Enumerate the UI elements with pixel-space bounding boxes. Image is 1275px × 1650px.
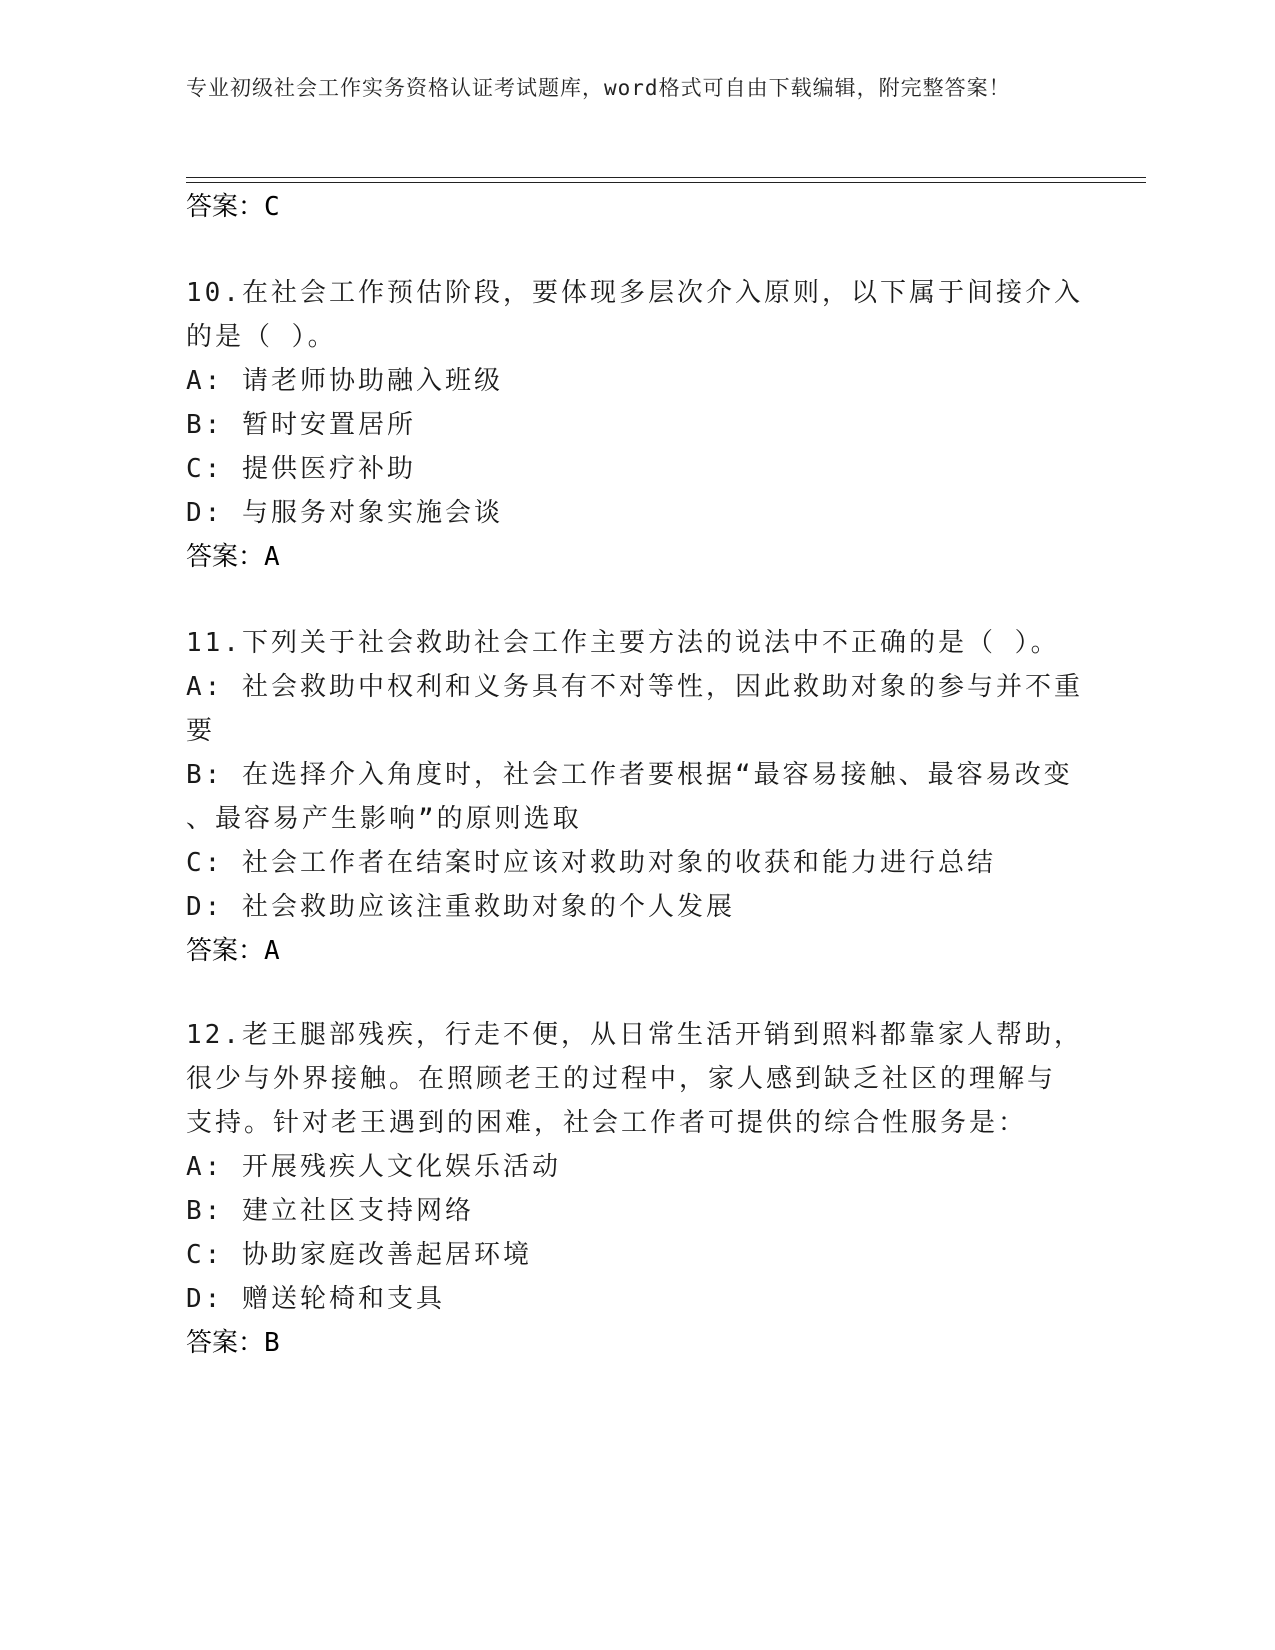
option-b: B: 暂时安置居所: [186, 410, 416, 440]
option-d: D: 与服务对象实施会谈: [186, 498, 503, 528]
header-rule-bottom: [186, 182, 1146, 183]
option-b: B: 在选择介入角度时，社会工作者要根据“最容易接触、最容易改变: [186, 760, 1073, 790]
answer-value: B: [264, 1328, 280, 1358]
option-a: A: 社会救助中权利和义务具有不对等性，因此救助对象的参与并不重: [186, 672, 1083, 702]
answer-label: 答案：: [186, 1328, 265, 1358]
header-rule-top: [186, 177, 1146, 178]
answer-label: 答案：: [186, 192, 265, 222]
question-stem: 11.下列关于社会救助社会工作主要方法的说法中不正确的是（ ）。: [186, 628, 1060, 658]
option-b-continued: 、最容易产生影响”的原则选取: [186, 804, 582, 834]
answer-line: [186, 1322, 280, 1359]
answer-value: C: [264, 192, 280, 222]
answer-value: A: [264, 936, 280, 966]
answer-label: 答案：: [186, 542, 265, 572]
question-stem: 很少与外界接触。在照顾老王的过程中，家人感到缺乏社区的理解与: [186, 1064, 1057, 1094]
option-c: C: 提供医疗补助: [186, 454, 416, 484]
option-d: D: 社会救助应该注重救助对象的个人发展: [186, 892, 735, 922]
answer-line: [186, 536, 280, 573]
question-stem: 10.在社会工作预估阶段，要体现多层次介入原则，以下属于间接介入: [186, 278, 1083, 308]
option-a: A: 开展残疾人文化娱乐活动: [186, 1152, 561, 1182]
page-header: 专业初级社会工作实务资格认证考试题库，word格式可自由下载编辑，附完整答案！: [186, 76, 1011, 100]
option-a-continued: 要: [186, 716, 216, 746]
option-c: C: 协助家庭改善起居环境: [186, 1240, 532, 1270]
option-a: A: 请老师协助融入班级: [186, 366, 503, 396]
answer-label: 答案：: [186, 936, 265, 966]
option-b: B: 建立社区支持网络: [186, 1196, 474, 1226]
option-d: D: 赠送轮椅和支具: [186, 1284, 445, 1314]
answer-value: A: [264, 542, 280, 572]
option-c: C: 社会工作者在结案时应该对救助对象的收获和能力进行总结: [186, 848, 996, 878]
answer-line: [186, 930, 280, 967]
answer-line: [186, 186, 280, 223]
question-stem: 的是（ ）。: [186, 322, 337, 352]
question-stem: 支持。针对老王遇到的困难，社会工作者可提供的综合性服务是：: [186, 1108, 1028, 1138]
question-stem: 12.老王腿部残疾，行走不便，从日常生活开销到照料都靠家人帮助，: [186, 1020, 1083, 1050]
